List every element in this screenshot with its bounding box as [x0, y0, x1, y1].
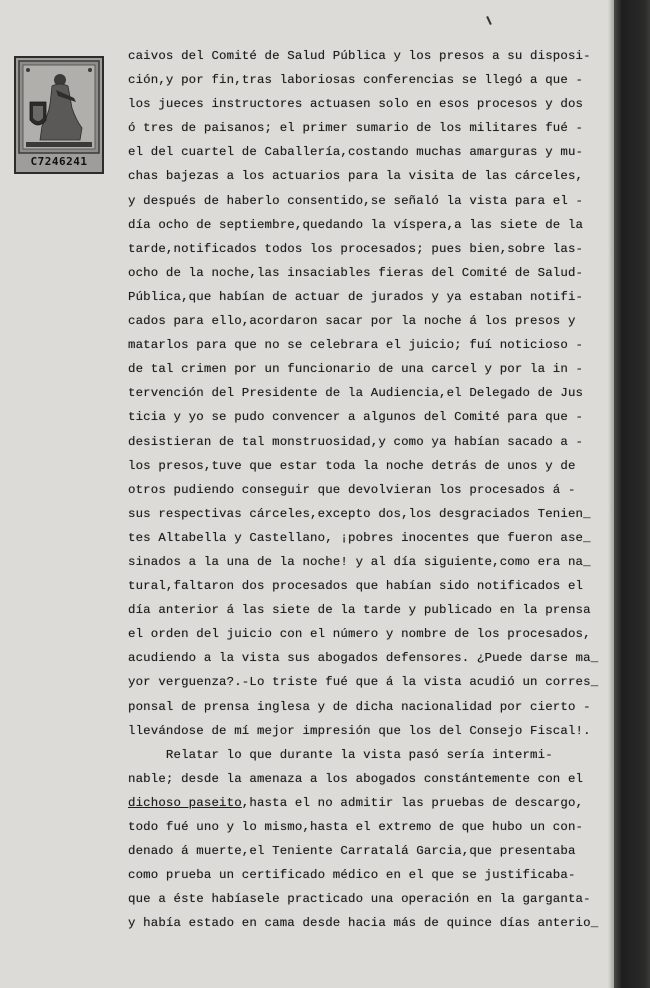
text-line: sus respectivas cárceles,excepto dos,los desgraciados Tenien_ — [128, 506, 591, 521]
paragraph-2 — [128, 743, 599, 936]
text-line: ocho de la noche,las insaciables fieras del Comité de Salud- — [128, 265, 584, 280]
text-line: otros pudiendo conseguir que devolvieran los procesados á - — [128, 482, 576, 497]
text-line: matarlos para que no se celebrara el juicio; fuí noticioso - — [128, 338, 584, 353]
text-fragment: ,hasta el no admitir las pruebas de descargo, — [241, 795, 584, 810]
text-line: nable; desde la amenaza a los abogados constántemente con el — [128, 771, 584, 786]
text-line: que a éste habíasele practicado una operación en la garganta- — [128, 892, 591, 907]
text-line: los presos,tuve que estar toda la noche detrás de unos y de — [128, 458, 576, 473]
text-line — [128, 791, 590, 815]
text-line: ponsal de prensa inglesa y de dicha nacionalidad por cierto - — [128, 699, 591, 714]
text-line: y después de haberlo consentido,se señaló la vista para el - — [128, 193, 584, 208]
text-line: ticia y yo se pudo convencer a algunos del Comité para que - — [128, 410, 584, 425]
text-line: tes Altabella y Castellano, ¡pobres inocentes que fueron ase_ — [128, 530, 591, 545]
text-line: Relatar lo que durante la vista pasó sería intermi- — [128, 747, 553, 762]
text-line: ó tres de paisanos; el primer sumario de los militares fué - — [128, 121, 584, 136]
text-line: yor verguenza?.-Lo triste fué que á la vista acudió un corres_ — [128, 675, 599, 690]
document-body — [128, 44, 599, 935]
text-line: denado á muerte,el Teniente Carratalá Garcia,que presentaba — [128, 844, 576, 859]
text-line: chas bajezas a los actuarios para la visita de las cárceles, — [128, 169, 584, 184]
text-line: tervención del Presidente de la Audiencia,el Delegado de Jus — [128, 386, 584, 401]
text-line: y había estado en cama desde hacia más de quince días anterio_ — [128, 916, 599, 931]
text-line: llevándose de mí mejor impresión que los del Consejo Fiscal!. — [128, 723, 591, 738]
text-line: día ocho de septiembre,quedando la víspera,a las siete de la — [128, 217, 584, 232]
text-line: caivos del Comité de Salud Pública y los presos a su disposi- — [128, 49, 591, 63]
text-line: todo fué uno y lo mismo,hasta el extremo de que hubo un con- — [128, 820, 584, 834]
paragraph-1 — [128, 44, 599, 743]
stamp-serial-number: C7246241 — [30, 155, 88, 168]
text-line: el orden del juicio con el número y nombre de los procesados, — [128, 627, 591, 642]
text-line: tural,faltaron dos procesados que habían sido notificados el — [128, 579, 584, 594]
text-line: de tal crimen por un funcionario de una carcel y por la in - — [128, 362, 584, 377]
text-line: ción,y por fin,tras laboriosas conferencias se llegó a que - — [128, 73, 584, 88]
text-line: tarde,notificados todos los procesados; pues bien,sobre las- — [128, 241, 584, 256]
text-line: acudiendo a la vista sus abogados defensores. ¿Puede darse ma_ — [128, 651, 599, 666]
text-line: sinados a la una de la noche! y al día siguiente,como era na_ — [128, 554, 591, 569]
fiscal-stamp — [14, 56, 104, 174]
text-line: Pública,que habían de actuar de jurados y ya estaban notifi- — [128, 289, 584, 304]
text-line: cados para ello,acordaron sacar por la noche á los presos y — [128, 314, 576, 329]
text-line: desistieran de tal monstruosidad,y como ya habían sacado a - — [128, 434, 584, 449]
text-line: el del cuartel de Caballería,costando muchas amarguras y mu- — [128, 145, 584, 160]
text-line: los jueces instructores actuasen solo en esos procesos y dos — [128, 97, 584, 112]
text-line: día anterior á las siete de la tarde y publicado en la prensa — [128, 603, 591, 618]
text-line: como prueba un certificado médico en el que se justificaba- — [128, 868, 576, 883]
underlined-phrase: dichoso paseito — [128, 795, 242, 810]
dark-background-strip — [614, 0, 650, 988]
